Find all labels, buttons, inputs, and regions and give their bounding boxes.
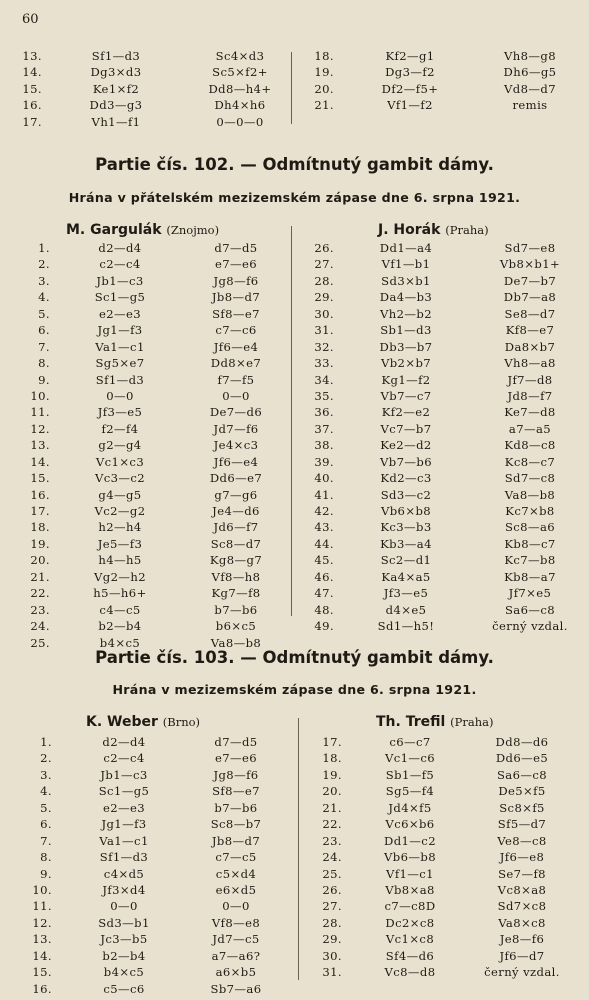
white-move: c2—c4 <box>99 257 141 272</box>
black-move: Vh8—a8 <box>504 356 556 371</box>
player-city: (Brno) <box>162 715 201 729</box>
white-move: Kb3—a4 <box>380 536 432 551</box>
move-number: 48. <box>314 602 334 617</box>
white-move: b4⨯c5 <box>103 965 145 980</box>
move-number: 6. <box>38 323 50 338</box>
move-number: 29. <box>314 290 334 305</box>
white-move: Sc1—g5 <box>94 290 146 305</box>
move-number: 34. <box>314 372 334 387</box>
black-move: Kb8—c7 <box>504 536 556 551</box>
white-move: Vc8—d8 <box>384 965 436 980</box>
move-number: 10. <box>32 882 52 897</box>
move-number: 16. <box>32 981 52 996</box>
black-move: Dd8—d6 <box>495 735 549 749</box>
black-move: a6⨯b5 <box>215 965 257 980</box>
white-move: b4⨯c5 <box>99 635 141 650</box>
black-move: Va8⨯c8 <box>498 915 546 930</box>
black-move: Sc8—b7 <box>210 817 262 832</box>
white-move: Sd3⨯b1 <box>381 273 431 288</box>
move-number: 8. <box>38 356 50 371</box>
move-number: 43. <box>314 520 334 535</box>
move-number: 2. <box>38 257 50 272</box>
move-number: 16. <box>30 487 50 502</box>
move-number: 40. <box>314 471 334 486</box>
black-move: remis <box>512 98 548 113</box>
move-number: 11. <box>30 405 50 420</box>
game102-title: Partie čís. 102. — Odmítnutý gambit dámy. <box>95 155 494 174</box>
white-move: Sb1—f5 <box>385 767 435 782</box>
white-move: Ka4⨯a5 <box>381 569 431 584</box>
white-move: Vc1—c6 <box>384 751 436 766</box>
black-move: Jf6—e4 <box>213 339 259 354</box>
move-number: 9. <box>40 866 52 881</box>
move-number: 20. <box>30 553 50 568</box>
move-number: 21. <box>30 569 50 584</box>
black-move: 0—0 <box>222 388 250 403</box>
move-number: 25. <box>30 635 50 650</box>
move-number: 45. <box>314 553 334 568</box>
move-number: 24. <box>30 619 50 634</box>
move-number: 13. <box>30 438 50 453</box>
move-number: 37. <box>314 421 334 436</box>
black-move: Vh8—g8 <box>503 49 556 63</box>
white-move: c5—c6 <box>103 981 145 996</box>
move-number: 20. <box>314 81 334 96</box>
move-number: 30. <box>314 306 334 321</box>
white-move: Jb1—c3 <box>96 273 144 288</box>
black-move: Vb8⨯b1+ <box>499 257 561 272</box>
white-move: Vh2—b2 <box>379 306 432 321</box>
move-number: 23. <box>30 602 50 617</box>
move-number: 27. <box>314 257 334 272</box>
white-move: Dg3⨯d3 <box>90 65 142 80</box>
column-divider <box>291 52 292 124</box>
move-number: 17. <box>22 114 42 129</box>
black-move: Dd8⨯e7 <box>210 356 262 371</box>
black-move: Kd8—c8 <box>504 438 556 453</box>
white-move: c4⨯d5 <box>103 866 145 881</box>
white-move: g2—g4 <box>98 438 142 453</box>
black-move: e6⨯d5 <box>215 882 257 897</box>
move-number: 17. <box>322 735 342 749</box>
move-number: 41. <box>314 487 334 502</box>
move-number: 1. <box>40 735 52 749</box>
white-move: Dd1—a4 <box>379 241 433 255</box>
move-number: 35. <box>314 388 334 403</box>
white-move: Vb6⨯b8 <box>380 504 432 518</box>
move-number: 15. <box>30 471 50 486</box>
white-move: h4—h5 <box>98 553 142 568</box>
move-number: 26. <box>322 882 342 897</box>
game103-black-player <box>376 714 494 730</box>
black-move: d7—d5 <box>214 241 258 255</box>
move-number: 18. <box>30 520 50 535</box>
black-move: Se7—f8 <box>498 866 546 881</box>
black-move: Vf8—h8 <box>211 569 261 584</box>
move-number: 11. <box>32 899 52 914</box>
white-move: Vf1—b1 <box>381 257 431 272</box>
player-name: K. Weber <box>86 714 158 730</box>
game103-title: Partie čís. 103. — Odmítnutý gambit dámy. <box>95 648 494 667</box>
black-move: Sc5⨯f2+ <box>212 65 268 80</box>
white-move: Da4—b3 <box>379 290 433 305</box>
game103-subtitle: Hrána v mezizemském zápase dne 6. srpna 1921. <box>112 682 477 697</box>
white-move: Vc6⨯b6 <box>385 817 435 832</box>
white-move: h5—h6+ <box>93 586 147 601</box>
move-number: 26. <box>314 241 334 255</box>
white-move: Vc2—g2 <box>94 504 146 518</box>
black-move: Kc8—c7 <box>504 454 556 469</box>
white-move: h2—h4 <box>98 520 142 535</box>
black-move: Jb8—d7 <box>211 833 261 848</box>
white-move: Sf4—d6 <box>385 948 435 963</box>
black-move: a7—a6? <box>211 948 261 963</box>
move-number: 13. <box>22 49 42 63</box>
black-move: Ve8—c8 <box>497 833 547 848</box>
game102-subtitle: Hrána v přátelském mezizemském zápase dne 6. srpna 1921. <box>68 190 521 205</box>
white-move: Vb6—b8 <box>384 850 436 865</box>
white-move: d4⨯e5 <box>385 602 427 617</box>
move-number: 31. <box>322 965 342 980</box>
game102-white-player <box>66 222 219 238</box>
move-number: 21. <box>314 98 334 113</box>
white-move: Sc1—g5 <box>98 784 150 799</box>
move-number: 1. <box>38 241 50 255</box>
move-number: 44. <box>314 536 334 551</box>
white-move: Jf3—e5 <box>97 405 143 420</box>
game103-white-player <box>86 714 200 730</box>
move-number: 30. <box>322 948 342 963</box>
white-move: Va1—c1 <box>99 833 149 848</box>
black-move: Db7—a8 <box>503 290 557 305</box>
white-move: Ke1⨯f2 <box>92 81 140 96</box>
white-move: Vc1⨯c8 <box>385 932 435 947</box>
move-number: 21. <box>322 800 342 815</box>
black-move: Jf6—e8 <box>499 850 545 865</box>
white-move: d2—d4 <box>102 735 146 749</box>
black-move: g7—g6 <box>214 487 258 502</box>
move-number: 20. <box>322 784 342 799</box>
white-move: Sf1—d3 <box>95 372 145 387</box>
move-number: 39. <box>314 454 334 469</box>
move-number: 12. <box>32 915 52 930</box>
move-number: 7. <box>40 833 52 848</box>
move-number: 36. <box>314 405 334 420</box>
white-move: c7—c8D <box>384 899 436 914</box>
black-move: De5⨯f5 <box>498 784 546 799</box>
black-move: Sf8—e7 <box>212 784 260 799</box>
move-number: 17. <box>30 504 50 518</box>
move-number: 19. <box>322 767 342 782</box>
black-move: Kg8—g7 <box>209 553 263 568</box>
black-move: Jg8—f6 <box>213 273 259 288</box>
black-move: b6⨯c5 <box>215 619 257 634</box>
white-move: Jg1—f3 <box>101 817 147 832</box>
white-move: Vb8⨯a8 <box>385 882 435 897</box>
white-move: Df2—f5+ <box>381 81 439 96</box>
move-number: 3. <box>40 767 52 782</box>
black-move: Sc4⨯d3 <box>215 49 265 63</box>
black-move: Vd8—d7 <box>504 81 556 96</box>
white-move: Sf1—d3 <box>91 49 141 63</box>
move-number: 3. <box>38 273 50 288</box>
black-move: Dd6—e7 <box>209 471 263 486</box>
black-move: 0—0—0 <box>216 114 264 129</box>
white-move: d2—d4 <box>98 241 142 255</box>
black-move: černý vzdal. <box>484 965 560 980</box>
white-move: Sb1—d3 <box>380 323 432 338</box>
move-number: 19. <box>30 536 50 551</box>
black-move: Sf8—e7 <box>212 306 260 321</box>
black-move: Sb7—a6 <box>210 981 262 996</box>
move-number: 33. <box>314 356 334 371</box>
white-move: b2—b4 <box>98 619 142 634</box>
move-number: 24. <box>322 850 342 865</box>
black-move: Vc8⨯a8 <box>497 882 547 897</box>
black-move: 0—0 <box>222 899 250 914</box>
white-move: 0—0 <box>106 388 134 403</box>
black-move: Sd7—e8 <box>504 241 556 255</box>
white-move: Vb7—b6 <box>380 454 432 469</box>
black-move: Va8—b8 <box>504 487 556 502</box>
white-move: b2—b4 <box>102 948 146 963</box>
black-move: c7—c5 <box>215 850 257 865</box>
black-move: f7—f5 <box>217 372 255 387</box>
black-move: Se8—d7 <box>504 306 556 321</box>
black-move: Sa6—c8 <box>496 767 548 782</box>
black-move: Vf8—e8 <box>211 915 261 930</box>
white-move: Jd4⨯f5 <box>388 800 432 815</box>
white-move: Kd2—c3 <box>380 471 432 486</box>
white-move: Sd3—b1 <box>98 915 150 930</box>
black-move: b7—b6 <box>214 602 258 617</box>
white-move: f2—f4 <box>101 421 139 436</box>
black-move: Jf6—d7 <box>499 948 545 963</box>
column-divider <box>298 718 299 980</box>
black-move: Sc8—a6 <box>504 520 556 535</box>
white-move: Jb1—c3 <box>100 767 148 782</box>
move-number: 14. <box>22 65 42 80</box>
black-move: Dd6—e5 <box>495 751 549 766</box>
black-move: Kc7⨯b8 <box>505 504 555 518</box>
black-move: Kf8—e7 <box>505 323 555 338</box>
black-move: Sd7—c8 <box>504 471 556 486</box>
black-move: Jf7—d8 <box>507 372 553 387</box>
move-number: 5. <box>40 800 52 815</box>
black-move: Sd7⨯c8 <box>497 899 547 914</box>
white-move: Dg3—f2 <box>385 65 435 80</box>
move-number: 12. <box>30 421 50 436</box>
black-move: De7—b7 <box>503 273 557 288</box>
move-number: 46. <box>314 569 334 584</box>
move-number: 32. <box>314 339 334 354</box>
move-number: 38. <box>314 438 334 453</box>
white-move: Kf2—e2 <box>381 405 431 420</box>
move-number: 22. <box>30 586 50 601</box>
move-number: 5. <box>38 306 50 321</box>
white-move: c2—c4 <box>103 751 145 766</box>
move-number: 13. <box>32 932 52 947</box>
black-move: e7—e6 <box>214 257 258 272</box>
black-move: Jg8—f6 <box>213 767 259 782</box>
white-move: Sf1—d3 <box>99 850 149 865</box>
move-number: 6. <box>40 817 52 832</box>
move-number: 49. <box>314 619 334 634</box>
black-move: Ke7—d8 <box>504 405 556 420</box>
white-move: Va1—c1 <box>95 339 145 354</box>
white-move: Jc3—b5 <box>100 932 148 947</box>
player-city: (Znojmo) <box>166 223 220 237</box>
black-move: Da8⨯b7 <box>504 339 556 354</box>
white-move: Sg5—f4 <box>385 784 435 799</box>
white-move: Dd1—c2 <box>384 833 436 848</box>
white-move: Sd1—h5! <box>377 619 435 634</box>
white-move: Jg1—f3 <box>97 323 143 338</box>
white-move: Ke2—d2 <box>380 438 432 453</box>
white-move: Kc3—b3 <box>380 520 432 535</box>
black-move: De7—d6 <box>209 405 263 420</box>
move-number: 2. <box>40 751 52 766</box>
black-move: Jd6—f7 <box>213 520 259 535</box>
black-move: Je4—d6 <box>212 504 260 518</box>
white-move: Vf1—c1 <box>386 866 434 881</box>
move-number: 16. <box>22 98 42 113</box>
black-move: Jd8—f7 <box>507 388 553 403</box>
move-number: 4. <box>38 290 50 305</box>
player-name: M. Gargulák <box>66 222 162 238</box>
black-move: Sa6—c8 <box>504 602 556 617</box>
move-number: 28. <box>322 915 342 930</box>
player-city: (Praha) <box>450 715 494 729</box>
move-number: 47. <box>314 586 334 601</box>
move-number: 14. <box>32 948 52 963</box>
white-move: e2—e3 <box>98 306 142 321</box>
white-move: Vf1—f2 <box>387 98 433 113</box>
black-move: Jf6—e4 <box>213 454 259 469</box>
white-move: Jf3—e5 <box>383 586 429 601</box>
move-number: 15. <box>22 81 42 96</box>
white-move: Db3—b7 <box>379 339 433 354</box>
white-move: g4—g5 <box>98 487 142 502</box>
black-move: Jf7⨯e5 <box>508 586 552 601</box>
black-move: Kb8—a7 <box>504 569 556 584</box>
black-move: c7—c6 <box>215 323 257 338</box>
move-number: 18. <box>314 49 334 63</box>
white-move: 0—0 <box>110 899 138 914</box>
move-number: 29. <box>322 932 342 947</box>
move-number: 18. <box>322 751 342 766</box>
move-number: 19. <box>314 65 334 80</box>
white-move: Kg1—f2 <box>381 372 431 387</box>
black-move: Sc8—d7 <box>210 536 262 551</box>
black-move: d7—d5 <box>214 735 258 749</box>
move-number: 42. <box>314 504 334 518</box>
move-number: 31. <box>314 323 334 338</box>
black-move: Jd7—f6 <box>213 421 259 436</box>
white-move: Je5—f3 <box>97 536 143 551</box>
move-number: 4. <box>40 784 52 799</box>
player-name: Th. Trefil <box>376 714 446 730</box>
black-move: e7—e6 <box>214 751 258 766</box>
black-move: c5⨯d4 <box>215 866 257 881</box>
white-move: Dd3—g3 <box>89 98 143 113</box>
black-move: Va8—b8 <box>210 635 262 650</box>
move-number: 25. <box>322 866 342 881</box>
black-move: Kc7—b8 <box>504 553 556 568</box>
move-number: 10. <box>30 388 50 403</box>
white-move: Kf2—g1 <box>385 49 435 63</box>
white-move: Vc1⨯c3 <box>95 454 145 469</box>
player-city: (Praha) <box>445 223 489 237</box>
white-move: Dc2⨯c8 <box>385 915 435 930</box>
white-move: c4—c5 <box>99 602 141 617</box>
white-move: Vc3—c2 <box>94 471 146 486</box>
move-number: 15. <box>32 965 52 980</box>
white-move: Vb7—c7 <box>380 388 432 403</box>
move-number: 22. <box>322 817 342 832</box>
move-number: 9. <box>38 372 50 387</box>
white-move: Vb2⨯b7 <box>380 356 432 371</box>
black-move: Jb8—d7 <box>211 290 261 305</box>
black-move: Je8—f6 <box>499 932 545 947</box>
black-move: Kg7—f8 <box>211 586 261 601</box>
white-move: Vh1—f1 <box>91 114 141 129</box>
move-number: 28. <box>314 273 334 288</box>
black-move: Dh4⨯h6 <box>214 98 266 113</box>
black-move: Dd8—h4+ <box>208 81 272 96</box>
black-move: Sf5—d7 <box>497 817 547 832</box>
player-name: J. Horák <box>378 222 441 238</box>
move-number: 14. <box>30 454 50 469</box>
white-move: Vc7—b7 <box>380 421 432 436</box>
white-move: Sg5⨯e7 <box>95 356 145 371</box>
white-move: e2—e3 <box>102 800 146 815</box>
black-move: Jd7—c5 <box>212 932 260 947</box>
black-move: b7—b6 <box>214 800 258 815</box>
move-number: 8. <box>40 850 52 865</box>
move-number: 7. <box>38 339 50 354</box>
page-number: 60 <box>22 12 39 27</box>
white-move: Vg2—h2 <box>93 569 146 584</box>
white-move: Sc2—d1 <box>380 553 432 568</box>
white-move: c6—c7 <box>389 735 431 749</box>
black-move: Dh6—g5 <box>503 65 557 80</box>
white-move: Sd3—c2 <box>380 487 432 502</box>
black-move: a7—a5 <box>508 421 552 436</box>
black-move: Je4⨯c3 <box>213 438 259 453</box>
black-move: černý vzdal. <box>492 619 568 634</box>
move-number: 27. <box>322 899 342 914</box>
white-move: Jf3⨯d4 <box>102 882 146 897</box>
game102-black-player <box>378 222 489 238</box>
black-move: Sc8⨯f5 <box>499 800 545 815</box>
move-number: 23. <box>322 833 342 848</box>
column-divider <box>291 226 292 616</box>
